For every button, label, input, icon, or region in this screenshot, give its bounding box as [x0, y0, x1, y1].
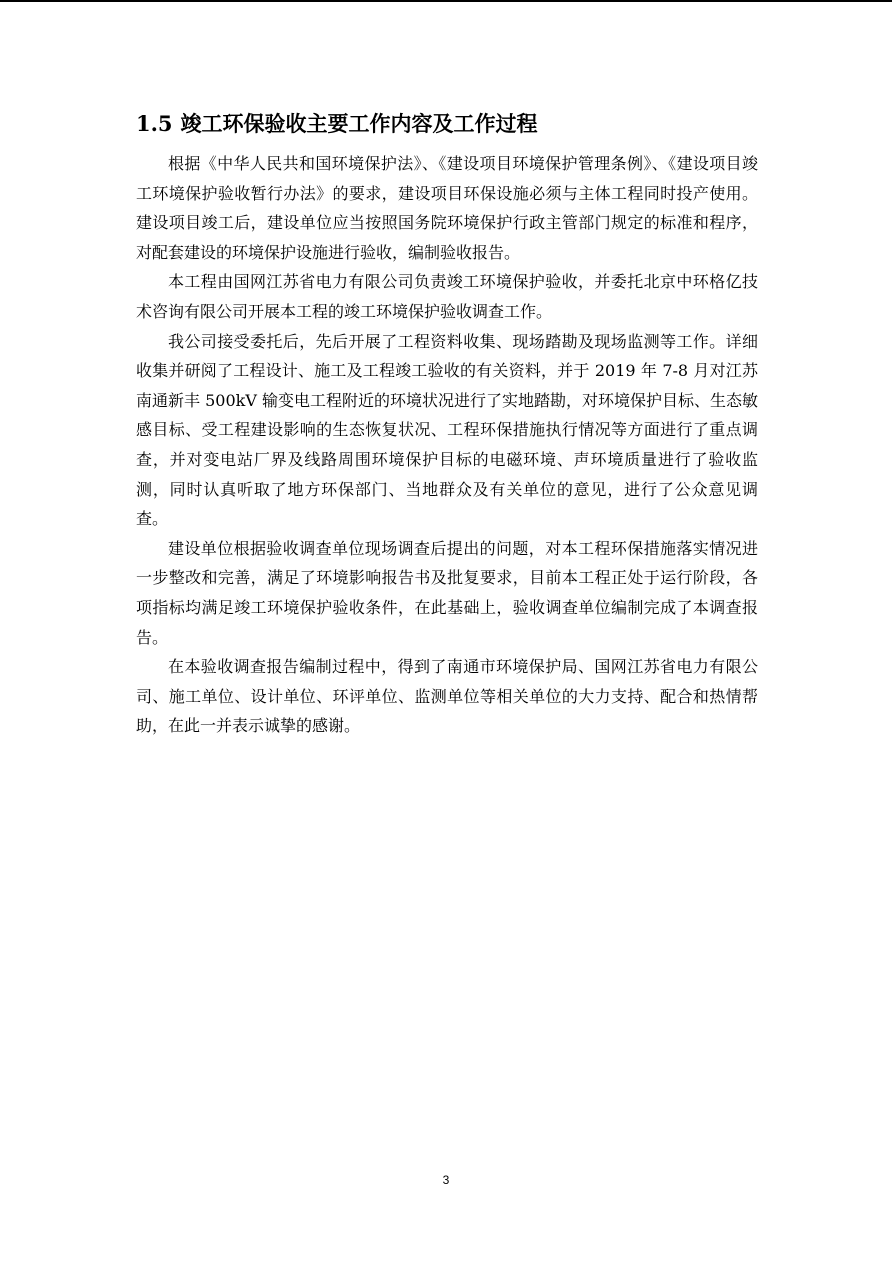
paragraph-regulations: 根据《中华人民共和国环境保护法》、《建设项目环境保护管理条例》、《建设项目竣工环境保护验收暂行办法》的要求，建设项目环保设施必须与主体工程同时投产使用。建设项目竣工后，建设单位应当按照国务院环境保护行政主管部门规定的标准和程序，对配套建设的环境保护设施进行验收，编制验收报告。 [136, 154, 758, 262]
section-heading [136, 108, 758, 140]
paragraph-rectification: 建设单位根据验收调查单位现场调查后提出的问题，对本工程环保措施落实情况进一步整改和完善，满足了环境影响报告书及批复要求，目前本工程正处于运行阶段，各项指标均满足竣工环境保护验收条件，在此基础上，验收调查单位编制完成了本调查报告。 [136, 538, 758, 647]
page-top-border [0, 0, 892, 2]
section-title: 竣工环保验收主要工作内容及工作过程 [180, 111, 538, 136]
paragraph-survey-work: 我公司接受委托后，先后开展了工程资料收集、现场踏勘及现场监测等工作。详细收集并研阅了工程设计、施工及工程竣工验收的有关资料，并于 2019 年 7-8 月对江苏南通新丰 500kV 输变电工程附近的环境状况进行了实地踏勘，对环境保护目标、生态敏感目标、受工程建设影响的生态恢复状况、工程环保措施执行情况等方面进行了重点调查，并对变电站厂界及线路周围环境保护目标的电磁环境、声环境质量进行了验收监测，同时认真听取了地方环保部门、当地群众及有关单位的意见，进行了公众意见调查。 [136, 331, 758, 529]
page-content [136, 108, 758, 741]
section-number: 1.5 [136, 111, 173, 136]
page-number: 3 [442, 1173, 450, 1187]
paragraph-commission: 本工程由国网江苏省电力有限公司负责竣工环境保护验收，并委托北京中环格亿技术咨询有限公司开展本工程的竣工环境保护验收调查工作。 [136, 272, 758, 321]
paragraph-acknowledgement: 在本验收调查报告编制过程中，得到了南通市环境保护局、国网江苏省电力有限公司、施工单位、设计单位、环评单位、监测单位等相关单位的大力支持、配合和热情帮助，在此一并表示诚挚的感谢。 [136, 657, 758, 736]
